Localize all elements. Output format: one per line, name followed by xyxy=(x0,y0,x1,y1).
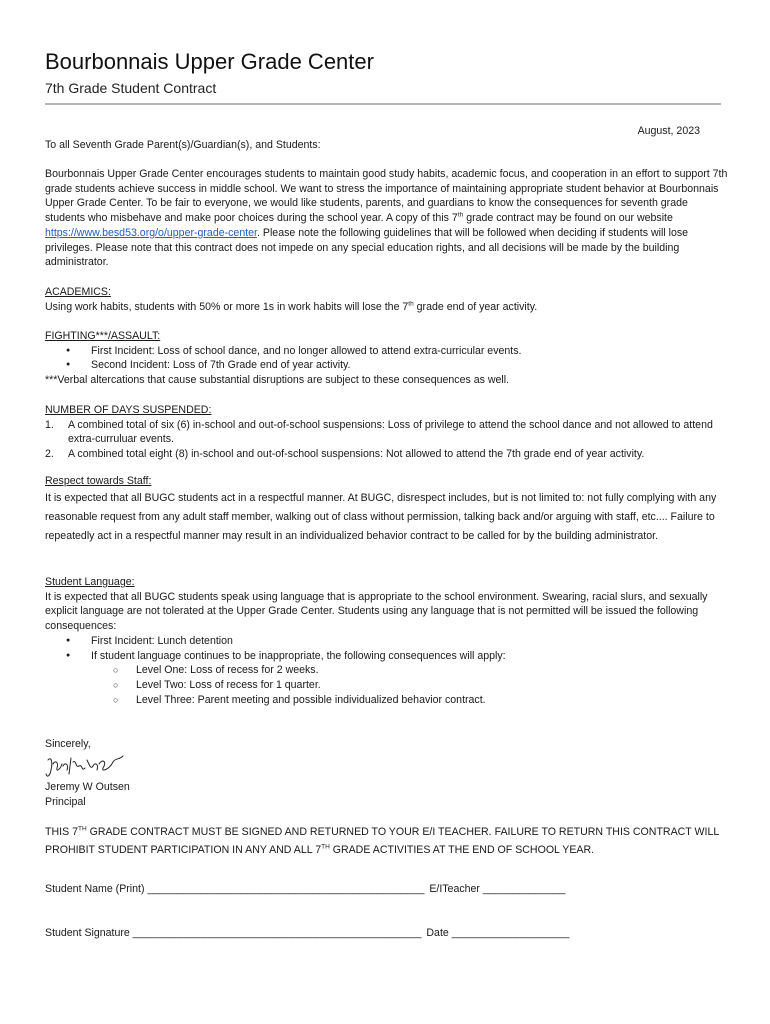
date-field-label[interactable]: Date ____________________ xyxy=(426,927,570,939)
intro-text-3: . Please note the following guidelines that will be followed when deciding if students will lose privileges. Please note that this contract does not impede on any special education rights, and all decisions will be made by the building administrator. xyxy=(45,226,689,269)
list-item: ● Second Incident: Loss of 7th Grade end of year activity. xyxy=(45,358,729,373)
return-notice: THIS 7TH GRADE CONTRACT MUST BE SIGNED AND RETURNED TO YOUR E/I TEACHER. FAILURE TO RETURN THIS CONTRACT WILL PROHIBIT STUDENT PARTICIPATION IN ANY AND ALL 7TH GRADE ACTIVITIES AT THE END OF SCHOOL YEAR. xyxy=(45,825,719,856)
salutation: To all Seventh Grade Parent(s)/Guardian(s), and Students: xyxy=(45,139,321,151)
suspension-heading: NUMBER OF DAYS SUSPENDED: xyxy=(45,404,212,416)
student-signature-label[interactable]: Student Signature _________________________________________________ xyxy=(45,927,422,939)
academics-text: Using work habits, students with 50% or more 1s in work habits will lose the 7th grade end of year activity. xyxy=(45,300,538,313)
respect-section xyxy=(45,474,729,546)
language-section xyxy=(45,575,729,707)
list-item: ● If student language continues to be inappropriate, the following consequences will apply: xyxy=(45,649,729,664)
sincerely: Sincerely, xyxy=(45,738,91,750)
list-item: ○ Level Three: Parent meeting and possible individualized behavior contract. xyxy=(45,693,729,708)
list-item: ○ Level Two: Loss of recess for 1 quarter. xyxy=(45,678,729,693)
letter-date: August, 2023 xyxy=(637,125,700,137)
header-divider xyxy=(45,103,721,105)
list-item: ○ Level One: Loss of recess for 2 weeks. xyxy=(45,663,729,678)
language-sublist xyxy=(45,663,729,707)
teacher-field-label[interactable]: E/ITeacher ______________ xyxy=(429,883,566,895)
principal-name: Jeremy W Outsen xyxy=(45,781,130,793)
academics-heading: ACADEMICS: xyxy=(45,286,111,298)
list-item: 2. A combined total eight (8) in-school and out-of-school suspensions: Not allowed to attend the 7th grade end of year activity. xyxy=(45,448,645,461)
respect-heading: Respect towards Staff: xyxy=(45,475,152,487)
fighting-note: ***Verbal altercations that cause substantial disruptions are subject to these consequences as well. xyxy=(45,374,510,387)
language-list xyxy=(45,634,729,663)
fighting-section xyxy=(45,329,729,388)
academics-section xyxy=(45,285,729,314)
suspension-section xyxy=(45,403,729,462)
fighting-list xyxy=(45,344,729,373)
list-item: ● First Incident: Loss of school dance, and no longer allowed to attend extra-curricular events. xyxy=(45,344,729,359)
website-link[interactable]: https://www.besd53.org/o/upper-grade-center xyxy=(45,226,257,239)
principal-title: Principal xyxy=(45,795,86,808)
intro-text-1: Bourbonnais Upper Grade Center encourages students to maintain good study habits, academic focus, and cooperation in an effort to support 7th grade students achieve success in middle school. We want to stress the importance of maintaining appropriate student behavior at Bourbonnais Upper Grade Center. To be fair to everyone, we would like students, parents, and guardians to know the consequences for seventh grade students who misbehave and make poor choices during the school year. A copy of this 7 xyxy=(45,168,728,225)
intro-text-2: grade contract may be found on our website xyxy=(463,212,673,225)
suspension-list xyxy=(45,418,729,462)
page-subtitle: 7th Grade Student Contract xyxy=(45,80,217,96)
intro-paragraph xyxy=(45,167,729,270)
intro-sup: th xyxy=(457,211,464,219)
signature-image xyxy=(45,752,125,782)
language-text: It is expected that all BUGC students speak using language that is appropriate to the school environment. Swearing, racial slurs, and sexually explicit language are not tolerated at the Upper Grade Center. Students using any language that is not permitted will be issued the following consequences: xyxy=(45,590,708,633)
respect-text: It is expected that all BUGC students act in a respectful manner. At BUGC, disrespect includes, but is not limited to: not fully complying with any reasonable request from any adult staff member, walking out of class without permission, talking back and/or arguing with staff, etc.... Failure to repeatedly act in a respectful manner may result in an individualized behavior contract to be called for by the building administrator. xyxy=(45,491,717,542)
student-name-field[interactable] xyxy=(45,883,565,895)
principal-block xyxy=(45,780,130,809)
student-signature-field[interactable] xyxy=(45,927,570,939)
fighting-heading: FIGHTING***/ASSAULT: xyxy=(45,330,161,342)
student-name-label[interactable]: Student Name (Print) _______________________________________________ xyxy=(45,883,425,895)
list-item: 1. A combined total of six (6) in-school and out-of-school suspensions: Loss of privilege to attend the school dance and not allowed to attend extra-curruluar events. xyxy=(45,418,713,446)
language-heading: Student Language: xyxy=(45,576,135,588)
list-item: ● First Incident: Lunch detention xyxy=(45,634,729,649)
page-title: Bourbonnais Upper Grade Center xyxy=(45,49,374,74)
